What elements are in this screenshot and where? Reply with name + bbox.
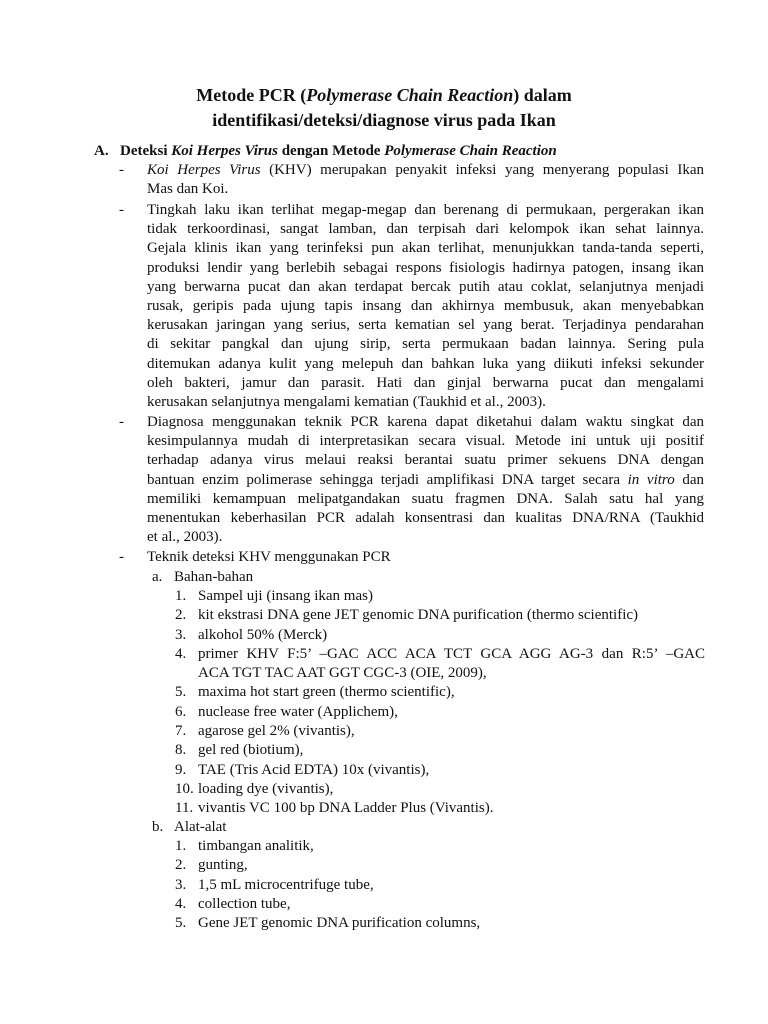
bullet-dash: - [119,414,124,430]
item-text: Sampel uji (insang ikan mas) [198,588,373,604]
item-number: 8. [175,742,187,759]
text-line: kesimpulannya mudah di interpretasikan secara visual. Metode ini untuk uji positif [147,433,704,450]
in-vitro-italic: in vitro [627,471,675,488]
text-line: Mas dan Koi. [147,181,229,198]
list-item [175,914,705,933]
list-item [175,876,705,895]
list-item [175,722,705,741]
khv-italic: Koi Herpes Virus [147,162,261,178]
list-item [175,780,705,799]
item-number: 1. [175,838,187,854]
title-line1-pre: Metode PCR ( [196,85,307,105]
text-line: memiliki kemampuan melipatgandakan suatu fragmen DNA. Salah satu hal yang [147,490,704,507]
bullet-text [147,413,704,547]
text-fragment: (KHV) merupakan penyakit infeksi yang menyerang populasi Ikan [260,162,704,178]
list-item [175,703,705,722]
item-text: maxima hot start green (thermo scientific), [198,684,455,701]
item-text: agarose gel 2% (vivantis), [198,723,355,740]
text-line: Gejala klinis ikan yang terinfeksi pun akan terlihat, menunjukkan tanda-tanda seperti, [147,240,704,257]
item-number: 5. [175,915,187,932]
document-title [0,83,768,133]
text-line: terhadap adanya virus melaui reaksi berantai suatu primer sekuens DNA dengan [147,452,704,469]
item-text: timbangan analitik, [198,838,314,854]
item-number: 1. [175,588,187,604]
section-a-mid: dengan Metode [277,143,385,159]
bullet-dash: - [119,549,124,565]
item-text: collection tube, [198,895,291,912]
subsection-label: b. [152,819,164,835]
item-number: 6. [175,703,187,720]
item-number: 9. [175,761,187,778]
text-line [147,161,704,180]
item-text: gel red (biotium), [198,742,304,759]
text-fragment: bantuan enzim polimerase sehingga terjadi amplifikasi DNA target secara [147,471,628,488]
item-text: 1,5 mL microcentrifuge tube, [198,876,374,893]
item-number: 5. [175,684,187,701]
text-line: Diagnosa menggunakan teknik PCR karena dapat diketahui dalam waktu singkat dan [147,414,704,430]
section-a-heading [94,141,557,161]
title-line1-post: ) dalam [513,85,572,105]
item-text [198,645,705,684]
item-text: vivantis VC 100 bp DNA Ladder Plus (Vivantis). [198,800,494,817]
text-line: kerusakan jaringan yang serius, serta kematian sel yang berat. Terjadinya pendarahan [147,317,704,334]
title-line1-italic: Polymerase Chain Reaction [306,85,514,105]
item-text: gunting, [198,857,248,874]
bullet-technique [119,548,704,568]
item-text: alkohol 50% (Merck) [198,626,328,643]
list-item [175,606,705,625]
text-line: kerusakan selanjutnya mengalami kematian (Taukhid et al., 2003). [147,394,546,411]
item-text: Gene JET genomic DNA purification columns, [198,915,481,932]
subsection-alat [152,817,226,837]
item-text: nuclease free water (Applichem), [198,703,398,720]
list-item [175,856,705,875]
section-a-label: A. [94,143,109,159]
item-number: 11. [175,800,194,817]
bullet-dash: - [119,162,124,178]
alat-list [175,837,705,933]
subsection-label: a. [152,569,163,585]
item-text: kit ekstrasi DNA gene JET genomic DNA purification (thermo scientific) [198,607,639,624]
subsection-title: Bahan-bahan [174,569,254,585]
bahan-list [175,587,705,819]
item-text-line: ACA TGT TAC AAT GGT CGC-3 (OIE, 2009), [198,665,487,682]
text-line: et al., 2003). [147,529,223,546]
text-line: yang berwarna pucat dan akan terdapat bercak putih atau coklat, selanjutnya menjadi [147,278,704,295]
list-item [175,895,705,914]
item-number: 3. [175,626,187,643]
item-number: 2. [175,607,187,624]
bullet-text [147,161,704,199]
list-item [175,741,705,760]
bullet-text [147,201,704,412]
bullet-dash: - [119,202,124,218]
text-line: rusak, geripis pada ujung tapis insang dan akhirnya membusuk, akan menyebabkan [147,298,704,315]
subsection-bahan [152,567,253,587]
item-number: 4. [175,645,187,662]
text-line: Teknik deteksi KHV menggunakan PCR [147,549,391,565]
section-a-italic2: Polymerase Chain Reaction [384,143,557,159]
item-text: loading dye (vivantis), [198,780,334,797]
text-line: oleh bakteri, jamur dan parasit. Hati dan ginjal berwarna pucat dan mengalami [147,374,704,391]
list-item [175,587,705,606]
list-item [175,799,705,818]
text-line: Tingkah laku ikan terlihat megap-megap dan berenang di permukaan, pergerakan ikan [147,202,704,218]
list-item [175,761,705,780]
list-item [175,626,705,645]
list-item [175,683,705,702]
item-number: 10. [175,780,194,797]
item-number: 7. [175,723,187,740]
text-fragment: dan [674,471,704,488]
item-number: 3. [175,876,187,893]
subsection-title: Alat-alat [174,819,227,835]
item-number: 4. [175,895,187,912]
title-line2: identifikasi/deteksi/diagnose virus pada Ikan [212,110,556,130]
section-a-pre: Deteksi [120,143,172,159]
text-line: di sekitar pangkal dan ujung sirip, serta permukaan badan lainnya. Sering pula [147,336,704,353]
item-number: 2. [175,857,187,874]
text-line: produksi lendir yang berlebih sebagai respons fisiologis hadirnya patogen, insang ikan [147,259,704,276]
item-text-line: primer KHV F:5’ –GAC ACC ACA TCT GCA AGG AG-3 dan R:5’ –GAC [198,645,705,662]
text-line: tidak terkoordinasi, sangat lamban, dan terpisah dari kelompok ikan sehat lainnya. [147,221,704,238]
item-text: TAE (Tris Acid EDTA) 10x (vivantis), [198,761,430,778]
bullet-diagnosis [119,413,704,548]
list-item [175,837,705,856]
bullet-khv-intro [119,161,704,201]
section-a-italic1: Koi Herpes Virus [171,143,278,159]
text-line [147,471,704,490]
list-item [175,645,705,684]
text-line: ditemukan adanya kulit yang melepuh dan bahkan luka yang diikuti infeksi sekunder [147,355,704,372]
text-line: menentukan keberhasilan PCR adalah konsentrasi dan kualitas DNA/RNA (Taukhid [147,510,704,527]
bullet-symptoms [119,201,704,413]
bullet-text [147,548,704,567]
